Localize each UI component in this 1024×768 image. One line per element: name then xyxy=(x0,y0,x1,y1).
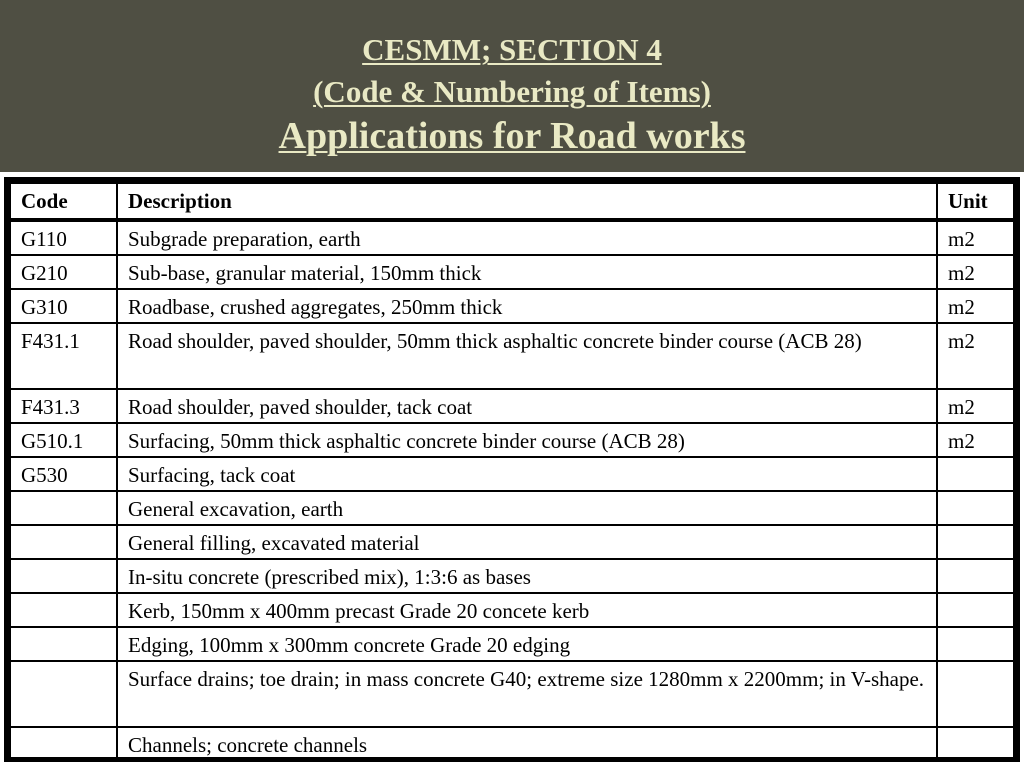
header-description: Description xyxy=(117,183,937,220)
title-banner xyxy=(0,0,1024,172)
cell-unit xyxy=(937,559,1014,593)
cell-unit xyxy=(937,627,1014,661)
cell-description: Surfacing, tack coat xyxy=(117,457,937,491)
cell-description: Edging, 100mm x 300mm concrete Grade 20 edging xyxy=(117,627,937,661)
table-row xyxy=(10,323,1014,389)
title-line-1: CESMM; SECTION 4 xyxy=(362,32,662,67)
cell-code: G530 xyxy=(10,457,117,491)
cell-unit xyxy=(937,593,1014,627)
cell-description: Surface drains; toe drain; in mass concrete G40; extreme size 1280mm x 2200mm; in V-shape. xyxy=(117,661,937,727)
cell-code xyxy=(10,727,117,761)
cell-code: F431.3 xyxy=(10,389,117,423)
cell-code xyxy=(10,491,117,525)
table-row xyxy=(10,525,1014,559)
cell-unit xyxy=(937,457,1014,491)
cell-unit: m2 xyxy=(937,389,1014,423)
title-line-3: Applications for Road works xyxy=(278,115,746,157)
table-row xyxy=(10,627,1014,661)
cell-description: Roadbase, crushed aggregates, 250mm thick xyxy=(117,289,937,323)
cell-unit: m2 xyxy=(937,323,1014,389)
cell-description: Kerb, 150mm x 400mm precast Grade 20 concete kerb xyxy=(117,593,937,627)
table-row xyxy=(10,491,1014,525)
header-unit: Unit xyxy=(937,183,1014,220)
cell-code xyxy=(10,661,117,727)
cell-code: F431.1 xyxy=(10,323,117,389)
table-row xyxy=(10,289,1014,323)
cell-unit xyxy=(937,525,1014,559)
cell-unit xyxy=(937,491,1014,525)
cell-code: G110 xyxy=(10,220,117,255)
table-row xyxy=(10,255,1014,289)
cell-code: G210 xyxy=(10,255,117,289)
table-header-row xyxy=(10,183,1014,220)
cell-description: Subgrade preparation, earth xyxy=(117,220,937,255)
table-row xyxy=(10,727,1014,761)
table-row xyxy=(10,593,1014,627)
cell-description: Sub-base, granular material, 150mm thick xyxy=(117,255,937,289)
cell-description: General excavation, earth xyxy=(117,491,937,525)
table-row xyxy=(10,423,1014,457)
cell-unit: m2 xyxy=(937,289,1014,323)
cell-description: In-situ concrete (prescribed mix), 1:3:6 as bases xyxy=(117,559,937,593)
items-table-frame xyxy=(4,177,1020,762)
cell-description: Road shoulder, paved shoulder, tack coat xyxy=(117,389,937,423)
cell-description: Channels; concrete channels xyxy=(117,727,937,761)
cell-code xyxy=(10,627,117,661)
cell-unit: m2 xyxy=(937,220,1014,255)
items-table xyxy=(9,182,1015,762)
table-row xyxy=(10,661,1014,727)
cell-description: Surfacing, 50mm thick asphaltic concrete binder course (ACB 28) xyxy=(117,423,937,457)
cell-description: General filling, excavated material xyxy=(117,525,937,559)
table-row xyxy=(10,457,1014,491)
title-line-2: (Code & Numbering of Items) xyxy=(313,74,711,109)
table-row xyxy=(10,389,1014,423)
cell-unit: m2 xyxy=(937,423,1014,457)
table-row xyxy=(10,559,1014,593)
cell-code: G510.1 xyxy=(10,423,117,457)
cell-unit: m2 xyxy=(937,255,1014,289)
cell-code xyxy=(10,559,117,593)
cell-code: G310 xyxy=(10,289,117,323)
cell-code xyxy=(10,525,117,559)
cell-description: Road shoulder, paved shoulder, 50mm thick asphaltic concrete binder course (ACB 28) xyxy=(117,323,937,389)
cell-code xyxy=(10,593,117,627)
table-row xyxy=(10,220,1014,255)
header-code: Code xyxy=(10,183,117,220)
cell-unit xyxy=(937,727,1014,761)
cell-unit xyxy=(937,661,1014,727)
